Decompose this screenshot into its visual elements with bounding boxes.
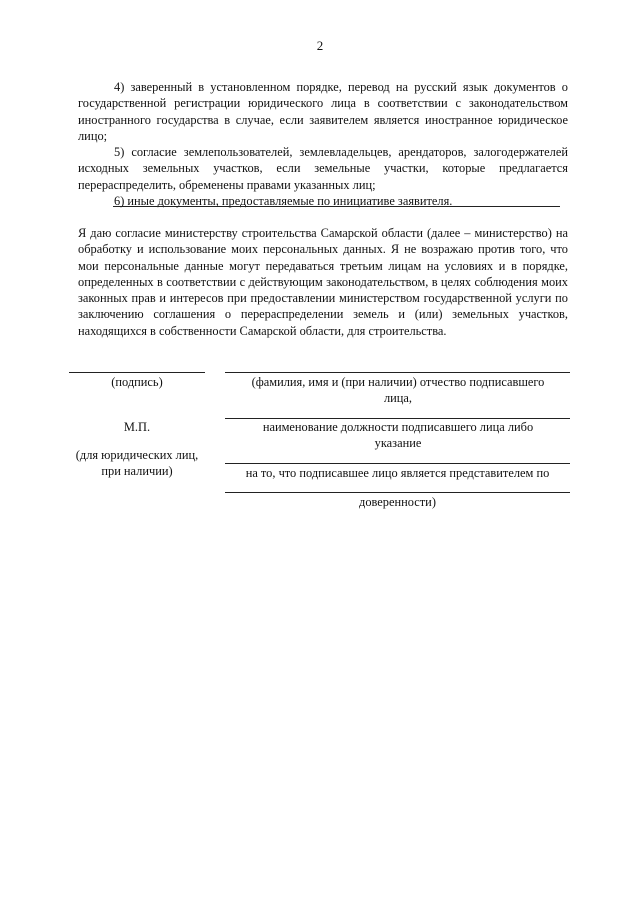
list-item-5: 5) согласие землепользователей, землевладельцев, арендаторов, залогодержателей исходных земельных участков, если земельные участки, которые предлагается перераспределить, обременены правами указанных лиц; <box>78 145 568 192</box>
page-number: 2 <box>316 38 324 53</box>
list-item-6: 6) иные документы, предоставляемые по инициативе заявителя. <box>114 194 453 209</box>
stamp-label: М.П. <box>123 420 151 434</box>
consent-block <box>78 225 568 339</box>
position-label: наименование должности подписавшего лица либо указание <box>262 420 534 451</box>
name-label: (фамилия, имя и (при наличии) отчество подписавшего лица, <box>251 375 545 406</box>
signature-label: (подпись) <box>111 375 163 389</box>
name-line <box>225 372 570 373</box>
signature-line <box>69 372 205 373</box>
representative-line <box>225 463 570 464</box>
consent-paragraph: Я даю согласие министерству строительства Самарской области (далее – министерство) на обработку и использование моих персональных данных. Я не возражаю против того, что мои персональные данные могут передаваться третьим лицам на условиях и в порядке, определенных в соответствии с действующим законодательством, в целях соблюдения моих законных прав и интересов при предоставлении министерством государственной услуги по заключению соглашения о перераспределении земель и (или) земельных участков, находящихся в собственности Самарской области, для строительства. <box>78 226 568 338</box>
list-item-4: 4) заверенный в установленном порядке, перевод на русский язык документов о государственной регистрации юридического лица в соответствии с законодательством иностранного государства в случае, если заявителем является иностранное юридическое лицо; <box>78 80 568 143</box>
representative-label: на то, что подписавшее лицо является представителем по <box>245 466 550 480</box>
stamp-note: (для юридических лиц, при наличии) <box>75 448 199 479</box>
list-end-divider <box>113 206 560 207</box>
documents-list <box>78 79 568 209</box>
power-of-attorney-label: доверенности) <box>359 495 436 509</box>
power-of-attorney-line <box>225 492 570 493</box>
